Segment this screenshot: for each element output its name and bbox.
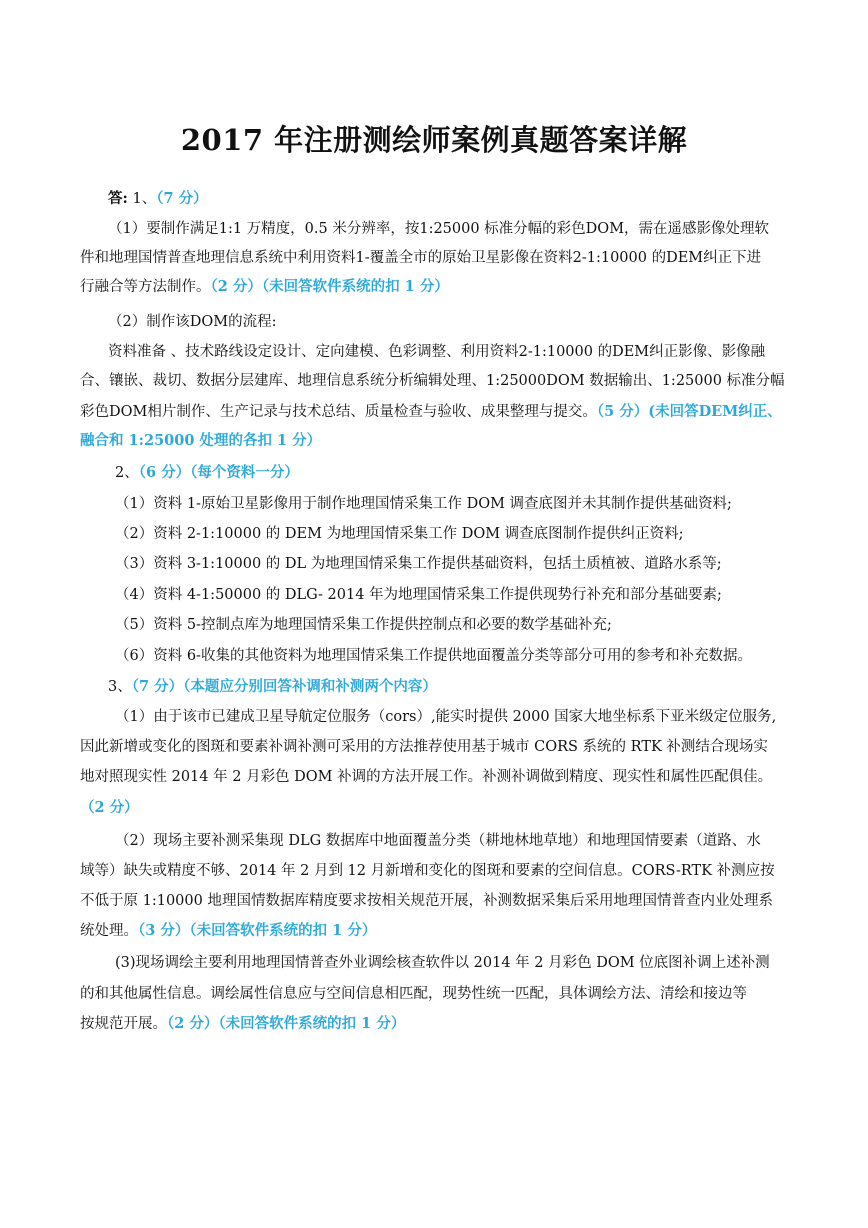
text-segment: 1、 <box>127 191 157 207</box>
text-line <box>115 645 752 667</box>
text-line <box>108 341 765 363</box>
text-segment: （6）资料 6-收集的其他资料为地理国情采集工作提供地面覆盖分类等部分可用的参考和补充数据。 <box>115 648 752 664</box>
score-note: （2 分） <box>80 799 139 816</box>
text-line <box>108 311 276 333</box>
text-line <box>115 614 612 636</box>
text-segment: （4）资料 4-1:50000 的 DLG- 2014 年为地理国情采集工作提供现势行补充和部分基础要素; <box>115 587 722 603</box>
text-segment: （5）资料 5-控制点库为地理国情采集工作提供控制点和必要的数学基础补充; <box>115 617 612 633</box>
text-line <box>115 584 722 606</box>
text-segment: （2）现场主要补测采集现 DLG 数据库中地面覆盖分类（耕地林地草地）和地理国情要素（道路、水 <box>115 833 761 849</box>
text-segment: （2）资料 2-1:10000 的 DEM 为地理国情采集工作 DOM 调查底图制作提供纠正资料; <box>115 526 684 542</box>
text-line <box>80 370 785 392</box>
page-title: 2017 年注册测绘师案例真题答案详解 <box>180 123 688 157</box>
text-segment: 按规范开展。 <box>80 1016 167 1032</box>
score-note: （3 分）（未回答软件系统的扣 1 分） <box>138 922 377 939</box>
text-line <box>115 706 776 728</box>
text-line <box>115 952 770 974</box>
text-line <box>108 676 437 698</box>
text-line <box>80 247 761 269</box>
text-line <box>80 797 139 819</box>
text-segment: 彩色DOM相片制作、生产记录与技术总结、质量检查与验收、成果整理与提交。 <box>80 404 597 420</box>
text-line <box>115 462 299 484</box>
text-segment: （1）要制作满足1:1 万精度，0.5 米分辨率，按1:25000 标准分幅的彩色DOM，需在遥感影像处理软 <box>108 221 770 237</box>
text-line <box>80 890 773 912</box>
text-segment: （1）资料 1-原始卫星影像用于制作地理国情采集工作 DOM 调查底图并未其制作提供基础资料; <box>115 496 732 512</box>
text-line <box>115 493 732 515</box>
score-note: （2 分）（未回答软件系统的扣 1 分） <box>167 1015 406 1032</box>
text-line <box>80 401 782 423</box>
text-segment: 地对照现实性 2014 年 2 月彩色 DOM 补调的方法开展工作。补测补调做到精度、现实性和属性匹配俱佳。 <box>80 769 773 785</box>
text-line <box>115 830 761 852</box>
text-line <box>108 218 769 240</box>
text-line <box>80 736 768 758</box>
score-note: （5 分）(未回答DEM纠正、 <box>596 403 782 420</box>
text-segment: 域等）缺失或精度不够、2014 年 2 月到 12 月新增和变化的图斑和要素的空间信息。CORS-RTK 补测应按 <box>80 863 775 879</box>
text-line <box>80 920 376 942</box>
text-line <box>80 430 321 452</box>
text-segment: （3）资料 3-1:10000 的 DL 为地理国情采集工作提供基础资料，包括土质植被、道路水系等; <box>115 556 722 572</box>
answer-heading <box>108 188 208 210</box>
text-line <box>80 276 449 298</box>
score-note: 融合和 1:25000 处理的各扣 1 分） <box>80 432 322 449</box>
text-segment: 行融合等方法制作。 <box>80 279 211 295</box>
text-segment: (3)现场调绘主要利用地理国情普查外业调绘核查软件以 2014 年 2 月彩色 DOM 位底图补调上述补测 <box>115 955 770 971</box>
text-segment: 2、 <box>115 465 139 481</box>
score-note: （2 分）（未回答软件系统的扣 1 分） <box>210 278 449 295</box>
text-line <box>80 1013 405 1035</box>
text-segment: （2）制作该DOM的流程: <box>108 314 277 330</box>
text-line <box>115 523 684 545</box>
text-segment: 的和其他属性信息。调绘属性信息应与空间信息相匹配，现势性统一匹配，具体调绘方法、清绘和接边等 <box>80 986 747 1002</box>
text-segment: 资料准备 、技术路线设定设计、定向建模、色彩调整、利用资料2-1:10000 的DEM纠正影像、影像融 <box>108 344 766 360</box>
text-line <box>115 553 722 575</box>
text-segment: 件和地理国情普查地理信息系统中利用资料1-覆盖全市的原始卫星影像在资料2-1:10000 的DEM纠正下进 <box>80 250 762 266</box>
text-segment: 因此新增或变化的图斑和要素补调补测可采用的方法推荐使用基于城市 CORS 系统的 RTK 补测结合现场实 <box>80 739 768 755</box>
text-line <box>80 860 775 882</box>
text-line <box>80 766 772 788</box>
score-note: （6 分）（每个资料一分） <box>138 464 299 481</box>
text-line <box>80 983 747 1005</box>
text-segment: 统处理。 <box>80 923 138 939</box>
score-note: （7 分）（本题应分别回答补调和补测两个内容） <box>131 678 437 695</box>
text-segment: 答: <box>108 190 128 207</box>
score-note: （7 分） <box>156 190 208 207</box>
text-segment: （1）由于该市已建成卫星导航定位服务（cors）,能实时提供 2000 国家大地坐标系下亚米级定位服务, <box>115 709 777 725</box>
text-segment: 不低于原 1:10000 地理国情数据库精度要求按相关规范开展，补测数据采集后采用地理国情普查内业处理系 <box>80 893 773 909</box>
text-segment: 3、 <box>108 679 132 695</box>
text-segment: 合、镶嵌、裁切、数据分层建库、地理信息系统分析编辑处理、1:25000DOM 数据输出、1:25000 标准分幅 <box>80 373 785 389</box>
